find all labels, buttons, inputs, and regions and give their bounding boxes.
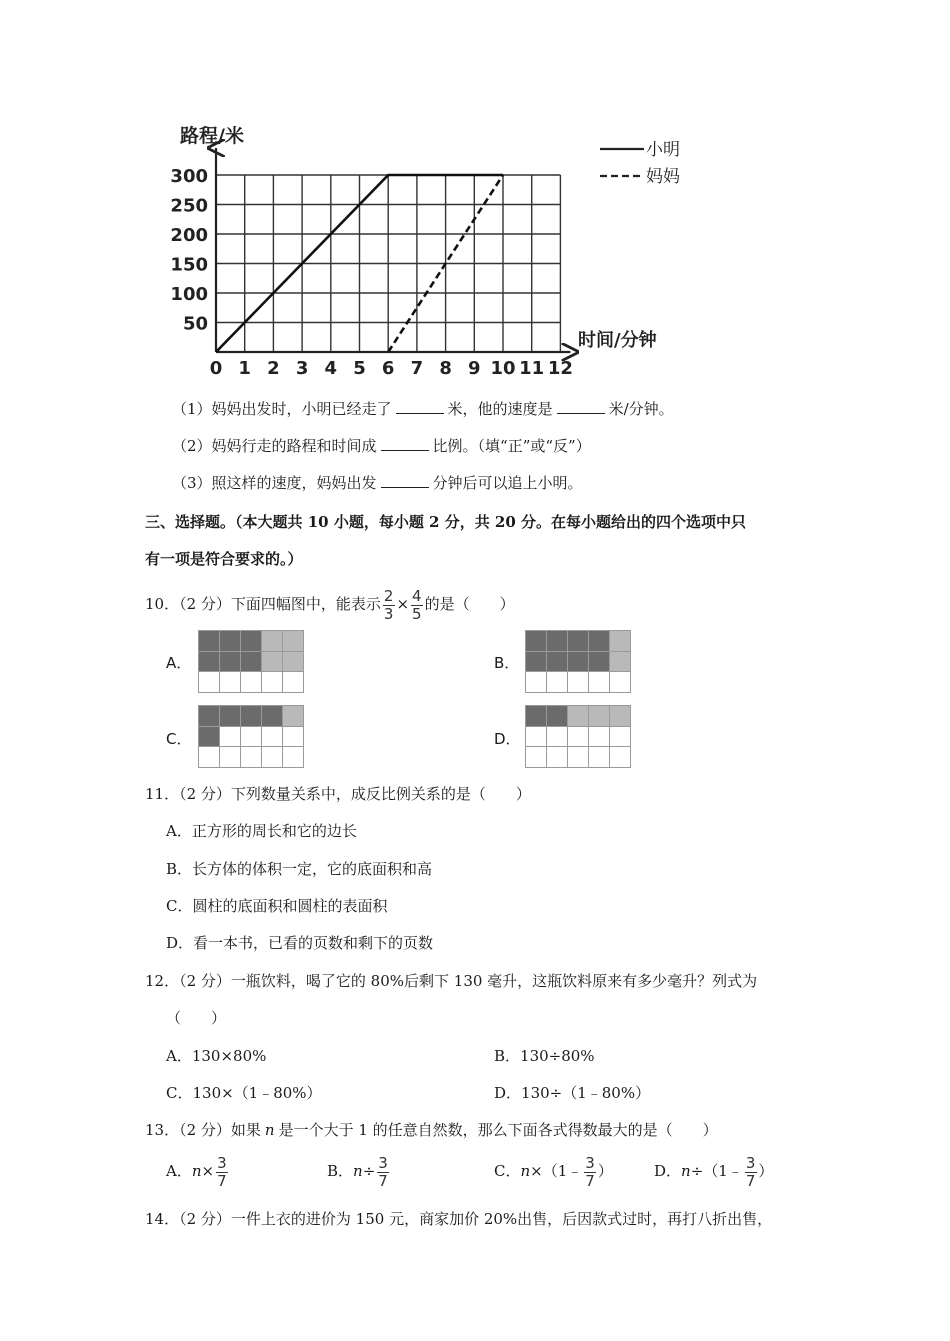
- section-heading-line1: 三、选择题。（本大题共 10 小题，每小题 2 分，共 20 分。在每小题给出的四个选项中只: [145, 513, 747, 531]
- times-sign: ×: [396, 595, 410, 613]
- q12-option-a[interactable]: A．130×80%: [166, 1047, 267, 1065]
- q13-option-b[interactable]: [327, 1153, 391, 1189]
- grid-cell: [609, 651, 631, 673]
- q10-option-c-grid[interactable]: [198, 705, 304, 768]
- y-tick-label: 100: [170, 284, 208, 305]
- q9-sub3-text-a: （3）照这样的速度，妈妈出发: [172, 474, 377, 492]
- grid-cell: [219, 726, 241, 748]
- variable-n: n: [353, 1162, 363, 1180]
- q10-prefix: 10．（2 分）下面四幅图中，能表示: [145, 595, 381, 613]
- q9-sub3: [172, 472, 583, 493]
- q13-option-c[interactable]: [494, 1153, 613, 1189]
- close-paren: ）: [758, 1162, 774, 1180]
- variable-n: n: [191, 1162, 202, 1180]
- grid-cell: [588, 651, 610, 673]
- grid-cell: [588, 746, 610, 768]
- q12-stem: 12．（2 分）一瓶饮料，喝了它的 80%后剩下 130 毫升，这瓶饮料原来有多少毫升？列式为: [145, 972, 758, 990]
- fraction-3-7: [583, 1153, 597, 1190]
- answer-blank[interactable]: [381, 473, 429, 488]
- q12-option-d[interactable]: D．130÷（1﹣80%）: [494, 1084, 651, 1102]
- grid-cell: [261, 705, 283, 727]
- x-tick-label: 12: [547, 358, 573, 379]
- x-tick-label: 2: [267, 358, 280, 379]
- x-tick-label: 4: [324, 358, 338, 379]
- q10-option-c-label[interactable]: C．: [166, 730, 192, 748]
- grid-cell: [525, 726, 547, 748]
- fraction-numerator: 3: [217, 1153, 227, 1172]
- operator: ÷: [362, 1162, 376, 1180]
- q13-stem-a: 13．（2 分）如果: [145, 1121, 261, 1139]
- grid-cell: [219, 651, 241, 673]
- q10-option-b-label[interactable]: B．: [494, 654, 520, 672]
- grid-cell: [546, 651, 568, 673]
- q9-sub2: [172, 435, 591, 456]
- variable-n: n: [681, 1162, 691, 1180]
- x-tick-label: 10: [490, 358, 516, 379]
- answer-blank[interactable]: [381, 436, 429, 451]
- grid-cell: [546, 671, 568, 693]
- fraction-denominator: 7: [378, 1171, 388, 1190]
- grid-cell: [567, 630, 589, 652]
- q13-option-d[interactable]: [654, 1153, 773, 1189]
- q9-sub1: [172, 398, 674, 419]
- q14-stem: 14．（2 分）一件上衣的进价为 150 元，商家加价 20%出售，后因款式过时，再打八折出售，: [145, 1210, 773, 1228]
- q11-stem: 11．（2 分）下列数量关系中，成反比例关系的是（ ）: [145, 785, 531, 803]
- q12-option-b[interactable]: B．130÷80%: [494, 1047, 595, 1065]
- y-tick-label: 250: [170, 195, 208, 217]
- q13-stem-b: 是一个大于 1 的任意自然数，那么下面各式得数最大的是（ ）: [278, 1121, 718, 1139]
- chart-legend: [600, 140, 680, 187]
- operator: ×（1﹣: [530, 1162, 583, 1180]
- grid-cell: [546, 630, 568, 652]
- x-tick-label: 1: [238, 358, 251, 379]
- close-paren: ）: [597, 1162, 613, 1180]
- grid-cell: [240, 705, 262, 727]
- grid-cell: [525, 705, 547, 727]
- q11-option-c[interactable]: C．圆柱的底面积和圆柱的表面积: [166, 897, 388, 915]
- q9-sub1-text-a: （1）妈妈出发时，小明已经走了: [172, 400, 392, 418]
- grid-cell: [219, 671, 241, 693]
- fraction-denominator: 3: [383, 604, 394, 623]
- grid-cell: [282, 726, 304, 748]
- grid-cell: [240, 671, 262, 693]
- grid-cell: [588, 726, 610, 748]
- x-tick-label: 3: [295, 358, 309, 379]
- grid-cell: [261, 746, 283, 768]
- chart-ticks: [170, 166, 573, 379]
- y-axis-label: 路程/米: [180, 125, 244, 147]
- fraction-4-5: [410, 586, 424, 623]
- fraction-numerator: 2: [383, 586, 394, 605]
- x-tick-label: 9: [468, 358, 481, 379]
- y-tick-label: 150: [170, 254, 208, 276]
- grid-cell: [198, 651, 220, 673]
- grid-cell: [567, 671, 589, 693]
- fraction-denominator: 7: [585, 1171, 595, 1190]
- grid-cell: [525, 746, 547, 768]
- fraction-3-7: [215, 1153, 229, 1190]
- grid-cell: [609, 705, 631, 727]
- grid-cell: [219, 630, 241, 652]
- fraction-numerator: 3: [378, 1153, 388, 1172]
- operator: ÷（1﹣: [690, 1162, 743, 1180]
- x-tick-label: 7: [410, 358, 424, 379]
- fraction-denominator: 5: [412, 604, 422, 623]
- option-label: A．: [166, 1162, 192, 1180]
- grid-cell: [609, 726, 631, 748]
- q9-sub1-text-c: 米/分钟。: [608, 400, 674, 418]
- option-label: B．: [327, 1162, 354, 1180]
- grid-cell: [240, 651, 262, 673]
- q10-suffix: 的是（ ）: [424, 595, 515, 613]
- grid-cell: [240, 630, 262, 652]
- grid-cell: [219, 746, 241, 768]
- q10-stem: [145, 588, 515, 622]
- answer-blank[interactable]: [557, 399, 605, 414]
- q9-sub1-text-b: 米，他的速度是: [447, 400, 553, 418]
- grid-cell: [546, 746, 568, 768]
- y-tick-label: 200: [170, 225, 208, 246]
- fraction-2-3: [382, 586, 396, 623]
- grid-cell: [198, 726, 220, 748]
- legend-label-xiaoming: 小明: [646, 140, 680, 160]
- fraction-denominator: 7: [217, 1171, 227, 1190]
- y-tick-label: 300: [170, 166, 208, 187]
- variable-n: n: [264, 1121, 275, 1139]
- y-tick-label: 50: [182, 313, 208, 335]
- grid-cell: [219, 705, 241, 727]
- q9-sub3-text-b: 分钟后可以追上小明。: [432, 474, 583, 492]
- legend-label-mama: 妈妈: [646, 167, 680, 187]
- variable-n: n: [520, 1162, 531, 1180]
- operator: ×: [201, 1162, 215, 1180]
- q13-option-a[interactable]: [166, 1153, 230, 1189]
- grid-cell: [261, 671, 283, 693]
- x-tick-label: 5: [353, 358, 366, 379]
- x-axis-label: 时间/分钟: [578, 330, 657, 351]
- q13-stem: [145, 1119, 718, 1140]
- grid-cell: [240, 746, 262, 768]
- q11-option-b[interactable]: B．长方体的体积一定，它的底面积和高: [166, 860, 433, 878]
- grid-cell: [240, 726, 262, 748]
- distance-time-chart: [150, 118, 710, 380]
- grid-cell: [198, 746, 220, 768]
- section-heading-line2: 有一项是符合要求的。）: [145, 550, 303, 568]
- q11-option-d[interactable]: D．看一本书，已看的页数和剩下的页数: [166, 934, 434, 952]
- chart-axes: [216, 148, 570, 352]
- fraction-numerator: 4: [412, 586, 422, 605]
- fraction-numerator: 3: [745, 1153, 756, 1172]
- option-label: D．: [654, 1162, 682, 1180]
- q11-option-a[interactable]: A．正方形的周长和它的边长: [166, 822, 357, 840]
- fraction-3-7: [744, 1153, 758, 1190]
- x-tick-label: 11: [519, 358, 545, 379]
- grid-cell: [588, 705, 610, 727]
- grid-cell: [546, 726, 568, 748]
- grid-cell: [525, 630, 547, 652]
- grid-cell: [198, 630, 220, 652]
- grid-cell: [525, 651, 547, 673]
- grid-cell: [567, 705, 589, 727]
- grid-cell: [282, 630, 304, 652]
- q9-sub2-text-b: 比例。（填“正”或“反”）: [432, 437, 591, 455]
- q10-option-d-grid[interactable]: [525, 705, 631, 768]
- fraction-3-7: [376, 1153, 390, 1190]
- grid-cell: [588, 671, 610, 693]
- grid-cell: [198, 671, 220, 693]
- q10-option-a-label[interactable]: A．: [166, 654, 192, 672]
- grid-cell: [282, 705, 304, 727]
- grid-cell: [546, 705, 568, 727]
- grid-cell: [567, 651, 589, 673]
- grid-cell: [282, 651, 304, 673]
- grid-cell: [609, 630, 631, 652]
- fraction-denominator: 7: [745, 1171, 756, 1190]
- grid-cell: [282, 746, 304, 768]
- chart-grid: [216, 175, 560, 352]
- q10-option-a-grid[interactable]: [198, 630, 304, 693]
- grid-cell: [609, 746, 631, 768]
- grid-cell: [261, 630, 283, 652]
- grid-cell: [261, 651, 283, 673]
- grid-cell: [198, 705, 220, 727]
- option-label: C．: [494, 1162, 521, 1180]
- grid-cell: [261, 726, 283, 748]
- q12-option-c[interactable]: C．130×（1﹣80%）: [166, 1084, 322, 1102]
- grid-cell: [588, 630, 610, 652]
- x-tick-label: 0: [209, 358, 223, 379]
- answer-blank[interactable]: [396, 399, 444, 414]
- q10-option-d-label[interactable]: D．: [494, 730, 521, 748]
- grid-cell: [525, 671, 547, 693]
- grid-cell: [567, 746, 589, 768]
- grid-cell: [609, 671, 631, 693]
- grid-cell: [567, 726, 589, 748]
- q9-sub2-text-a: （2）妈妈行走的路程和时间成: [172, 437, 377, 455]
- fraction-numerator: 3: [585, 1153, 595, 1172]
- x-tick-label: 8: [439, 358, 452, 379]
- x-tick-label: 6: [381, 358, 395, 379]
- q10-option-b-grid[interactable]: [525, 630, 631, 693]
- grid-cell: [282, 671, 304, 693]
- q12-answer-paren: （ ）: [166, 1009, 227, 1027]
